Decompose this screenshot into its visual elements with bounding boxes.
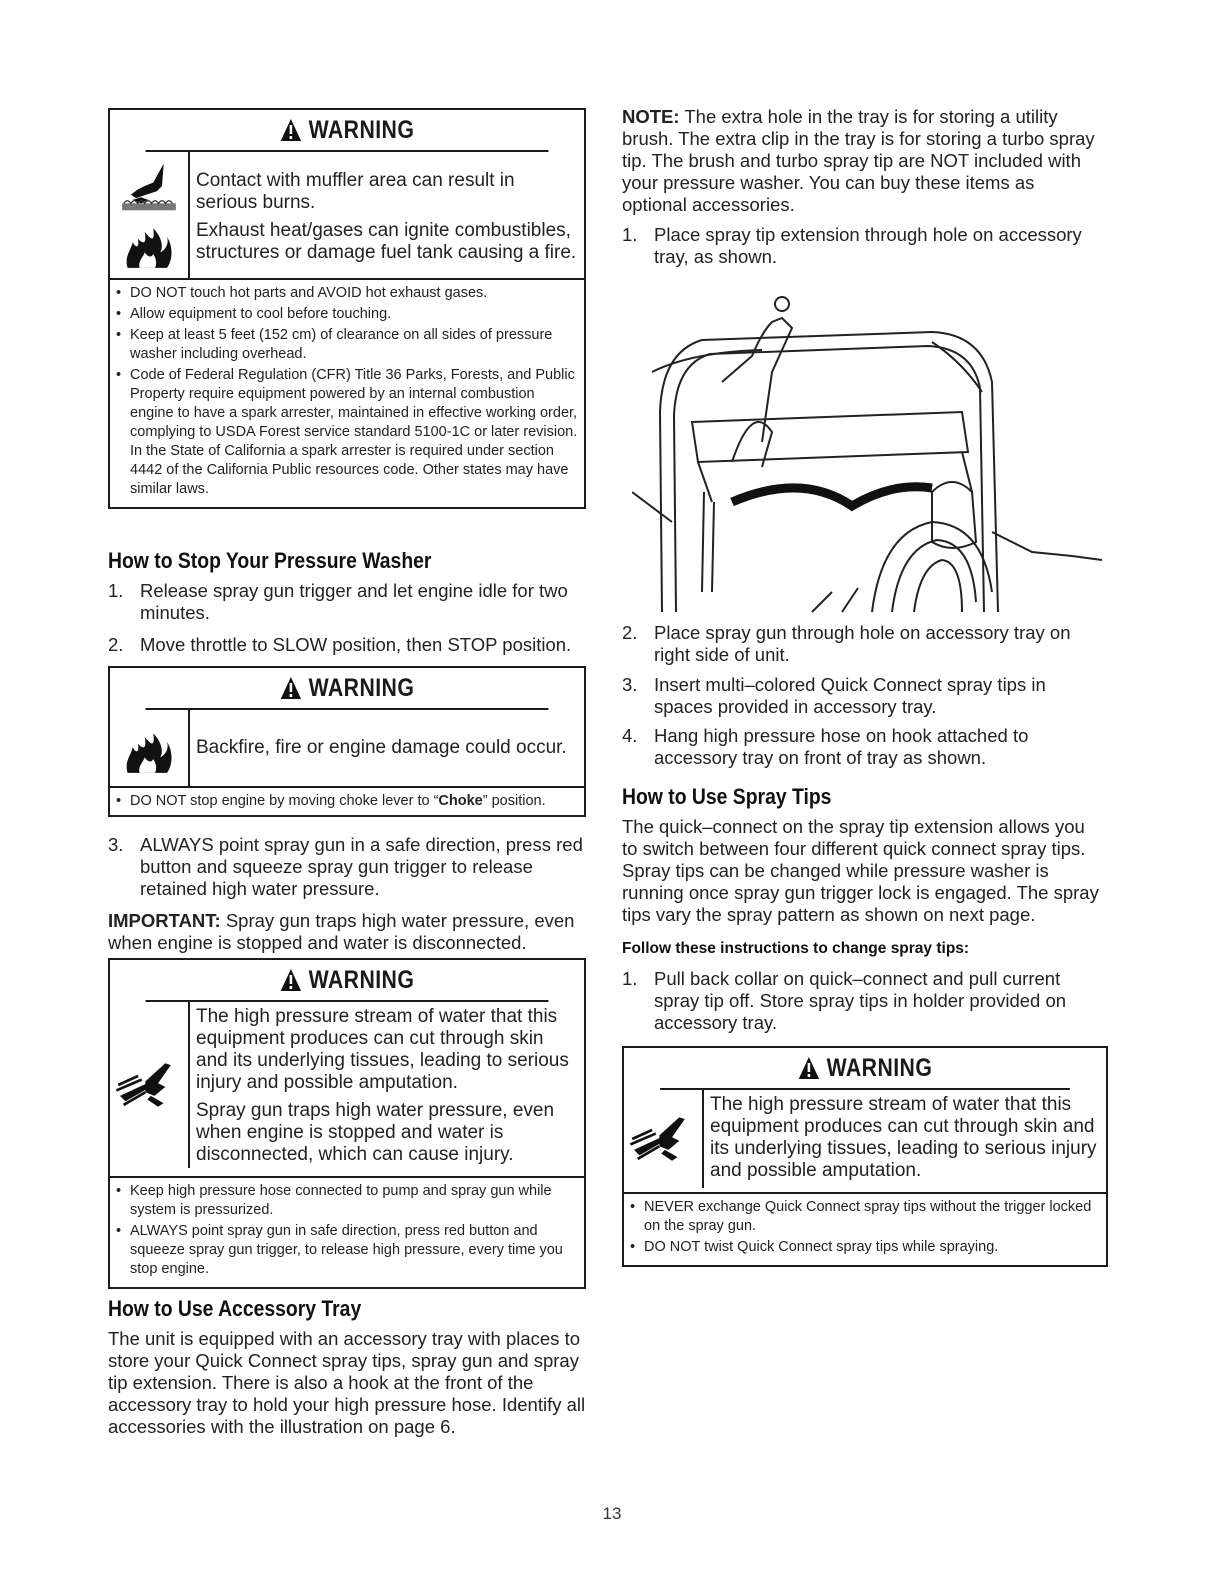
- warning-title-text: WARNING: [308, 673, 415, 702]
- warning-box-spray-tips: [622, 1046, 1108, 1267]
- warning-bullets: [624, 1194, 1106, 1265]
- step-number: 2.: [622, 622, 638, 643]
- warning-icon-cell: [110, 710, 190, 786]
- warning-title-text: WARNING: [308, 115, 415, 144]
- step-text: Release spray gun trigger and let engine idle for two minutes.: [140, 580, 568, 623]
- warning-text-line: Spray gun traps high water pressure, even when engine is stopped and water is disconnected, which can cause injury.: [196, 1100, 555, 1165]
- step-text: Hang high pressure hose on hook attached to accessory tray on front of tray as shown.: [654, 725, 1029, 768]
- step-item: [622, 224, 1100, 268]
- warning-box-high-pressure: [108, 958, 586, 1289]
- section-heading-spray-tips: How to Use Spray Tips: [622, 784, 832, 809]
- warning-bullet: • Keep at least 5 feet (152 cm) of clearance on all sides of pressure washer including overhead.: [116, 326, 578, 364]
- warning-body: [110, 1002, 584, 1178]
- accessory-tray-illustration: [632, 292, 1102, 620]
- warning-bullets: [110, 1178, 584, 1287]
- page-number: 13: [602, 1504, 622, 1523]
- warning-text: [704, 1090, 1106, 1192]
- warning-icon-cell: [110, 152, 190, 278]
- warning-title: [146, 960, 549, 1002]
- warning-bullet: • DO NOT twist Quick Connect spray tips while spraying.: [630, 1238, 1100, 1257]
- warning-triangle-icon: [280, 676, 302, 700]
- step-text: Move throttle to SLOW position, then STOP position.: [140, 634, 572, 655]
- step-number: 3.: [108, 834, 124, 855]
- step-item: [622, 622, 1100, 666]
- note-paragraph: [622, 106, 1102, 216]
- step-text: Place spray gun through hole on accessory tray on right side of unit.: [654, 622, 1071, 665]
- warning-body: [624, 1090, 1106, 1194]
- change-tips-heading: Follow these instructions to change spray tips:: [622, 940, 970, 957]
- section-heading-stop: How to Stop Your Pressure Washer: [108, 548, 432, 573]
- step-number: 3.: [622, 674, 638, 695]
- burn-hand-icon: [117, 160, 181, 212]
- warning-text: [190, 152, 584, 278]
- warning-bullets: [110, 280, 584, 507]
- step-item: [108, 634, 586, 656]
- warning-bullet: • Code of Federal Regulation (CFR) Title 36 Parks, Forests, and Public Property require equipment powered by an internal combustion engine to have a spark arrester, maintained in effective working order, complying to USDA Forest service standard 5100-1C or later revision. In the State of California a spark arrester is required under section 4442 of the California Public resources code. Other states may have similar laws.: [116, 366, 578, 499]
- water-jet-hand-icon: [628, 1110, 698, 1168]
- warning-text-line: Contact with muffler area can result in serious burns.: [196, 170, 515, 213]
- step-number: 1.: [622, 968, 638, 989]
- warning-bullet: • DO NOT touch hot parts and AVOID hot exhaust gases.: [116, 284, 578, 303]
- step-item: [622, 725, 1100, 769]
- step-item: [622, 968, 1100, 1034]
- warning-title-text: WARNING: [826, 1053, 933, 1082]
- bullet-text: ” position.: [482, 793, 546, 809]
- water-jet-hand-icon: [114, 1056, 184, 1114]
- tray-paragraph: The unit is equipped with an accessory tray with places to store your Quick Connect spray tips, spray gun and spray tip extension. There is also a hook at the front of the accessory tray to hold your high pressure hose. Identify all accessories with the illustration on page 6.: [108, 1328, 586, 1437]
- spray-tips-paragraph: The quick–connect on the spray tip extension allows you to switch between four different quick connect spray tips. Spray tips can be changed while pressure washer is running once spray gun trigger lock is engaged. The spray tips vary the spray pattern as shown on next page.: [622, 816, 1099, 925]
- warning-title: [146, 668, 549, 710]
- warning-icon-cell: [624, 1090, 704, 1188]
- note-label: NOTE:: [622, 106, 680, 127]
- step-item: [108, 580, 586, 624]
- warning-icon-cell: [110, 1002, 190, 1168]
- step-text: Pull back collar on quick–connect and pull current spray tip off. Store spray tips in holder provided on accessory tray.: [654, 968, 1067, 1033]
- warning-bullet: • Keep high pressure hose connected to pump and spray gun while system is pressurized.: [116, 1182, 578, 1220]
- warning-bullet: • NEVER exchange Quick Connect spray tips without the trigger locked on the spray gun.: [630, 1198, 1100, 1236]
- choke-label: Choke: [438, 793, 483, 809]
- step-item: [108, 834, 586, 900]
- important-text: Spray gun traps high water pressure, even when engine is stopped and water is disconnected.: [108, 910, 575, 953]
- important-note: [108, 910, 586, 954]
- warning-text-line: The high pressure stream of water that this equipment produces can cut through skin and its underlying tissues, leading to serious injury and possible amputation.: [710, 1094, 1097, 1181]
- fire-icon: [119, 720, 179, 776]
- warning-text-line: The high pressure stream of water that this equipment produces can cut through skin and its underlying tissues, leading to serious injury and possible amputation.: [196, 1006, 569, 1093]
- bullet-text: DO NOT stop engine by moving choke lever to “: [130, 793, 439, 809]
- step-number: 1.: [108, 580, 124, 601]
- note-text: The extra hole in the tray is for storing a utility brush. The extra clip in the tray is for storing a turbo spray tip. The brush and turbo spray tip are NOT included with your pressure washer. You can buy these items as optional accessories.: [622, 106, 1095, 215]
- warning-triangle-icon: [280, 968, 302, 992]
- warning-body: [110, 710, 584, 788]
- step-text: Insert multi–colored Quick Connect spray tips in spaces provided in accessory tray.: [654, 674, 1046, 717]
- warning-box-muffler: [108, 108, 586, 509]
- step-number: 2.: [108, 634, 124, 655]
- warning-body: [110, 152, 584, 280]
- warning-title: [660, 1048, 1070, 1090]
- warning-title-text: WARNING: [308, 965, 415, 994]
- warning-bullets: [110, 788, 584, 815]
- warning-text-line: Backfire, fire or engine damage could occur.: [196, 737, 567, 758]
- warning-bullet: • ALWAYS point spray gun in safe direction, press red button and squeeze spray gun trigger, to release high pressure, every time you stop engine.: [116, 1222, 578, 1279]
- step-text: Place spray tip extension through hole on accessory tray, as shown.: [654, 224, 1082, 267]
- warning-box-backfire: [108, 666, 586, 817]
- step-item: [622, 674, 1100, 718]
- step-number: 4.: [622, 725, 638, 746]
- warning-triangle-icon: [798, 1056, 820, 1080]
- important-label: IMPORTANT:: [108, 910, 221, 931]
- warning-text: [190, 710, 584, 786]
- warning-triangle-icon: [280, 118, 302, 142]
- warning-text: [190, 1002, 584, 1176]
- warning-title: [146, 110, 549, 152]
- step-text: ALWAYS point spray gun in a safe direction, press red button and squeeze spray gun trigger to release retained high water pressure.: [140, 834, 583, 899]
- warning-bullet: [116, 792, 578, 811]
- section-heading-tray: How to Use Accessory Tray: [108, 1296, 362, 1321]
- step-number: 1.: [622, 224, 638, 245]
- fire-icon: [119, 216, 179, 270]
- warning-text-line: Exhaust heat/gases can ignite combustibles, structures or damage fuel tank causing a fire.: [196, 220, 577, 263]
- warning-bullet: • Allow equipment to cool before touching.: [116, 305, 578, 324]
